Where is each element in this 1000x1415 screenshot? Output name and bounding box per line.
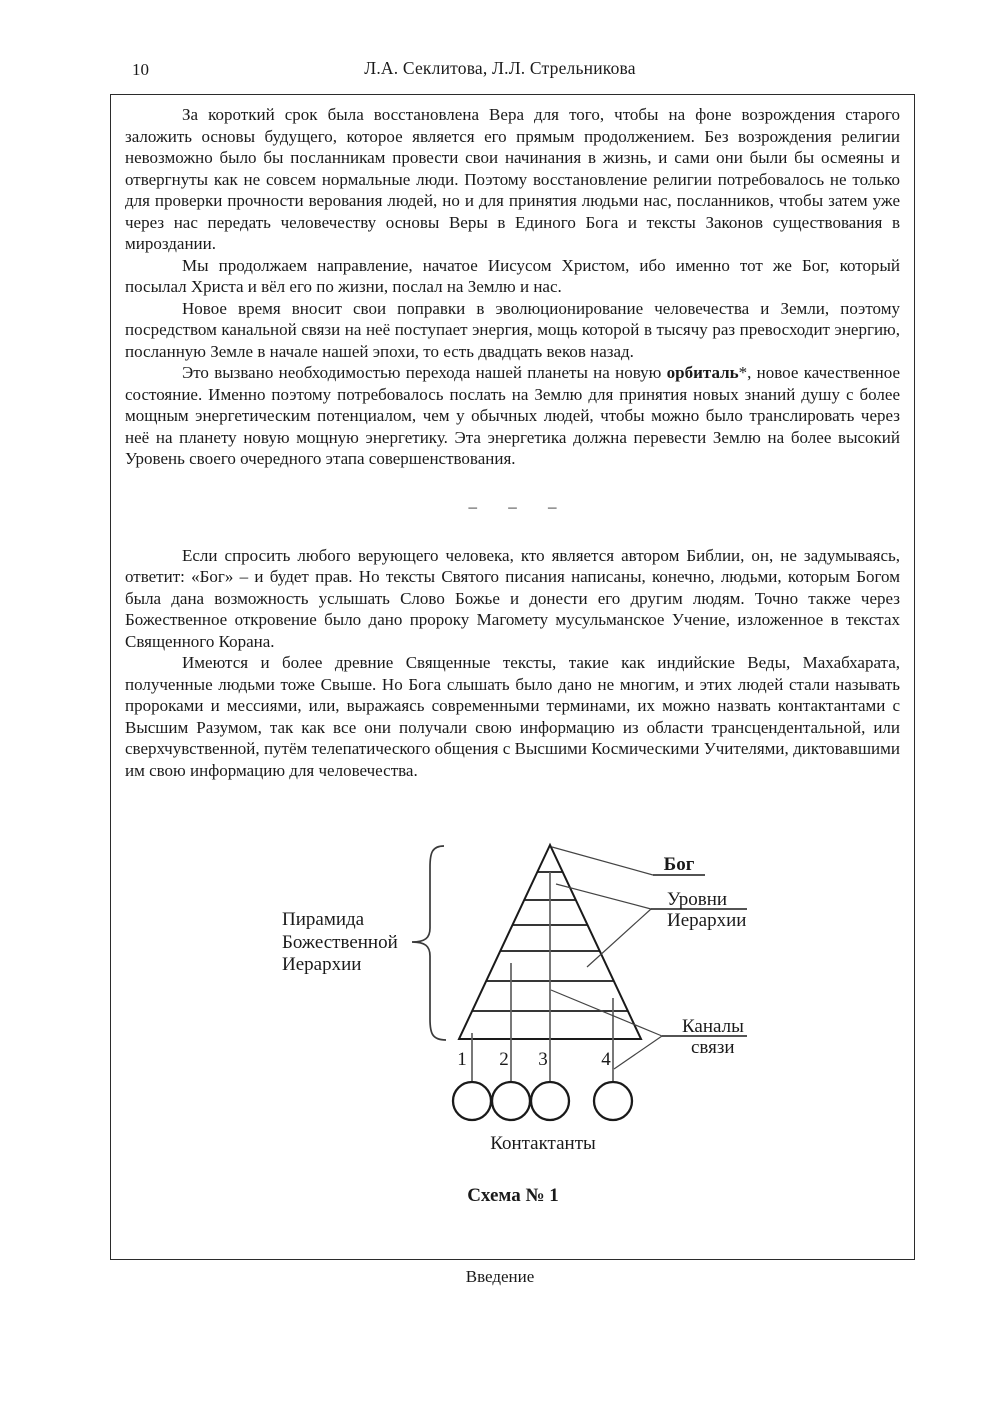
pyramid-brace xyxy=(412,846,446,1040)
levels-leader-lower xyxy=(587,909,651,967)
paragraph-2: Мы продолжаем направление, начатое Иисусом Христом, ибо именно тот же Бог, который посылал Христа и вёл его по жизни, послал на Землю и нас. xyxy=(125,255,900,296)
paragraph-4 xyxy=(125,362,900,470)
god-callout xyxy=(552,847,705,875)
channels-leader-upper xyxy=(551,990,662,1036)
scheme-caption: Схема № 1 xyxy=(467,1185,559,1206)
channel-number-3: 3 xyxy=(538,1049,548,1070)
channels-label-line-1: Каналы xyxy=(682,1016,744,1037)
page-number: 10 xyxy=(132,60,149,79)
paragraph-3: Новое время вносит свои поправки в эволюционирование человечества и Земли, поэтому посредством канальной связи на неё поступает энергия, мощь которой в тысячу раз превосходит энергию, посланную Земле в начале нашей эпохи, то есть двадцать веков назад. xyxy=(125,298,900,361)
paragraph-1: За короткий срок была восстановлена Вера для того, чтобы на фоне возрождения старого заложить основы будущего, которое является его прямым продолжением. Без возрождения религии невозможно было бы посланникам провести свои начинания в жизнь, и сами они были бы осмеяны и отвергнуты как не совсем нормальные люди. Поэтому восстановление религии потребовалось не только для проверки прочности верования людей, но и для принятия людьми нас, посланников, чтобы затем уже через нас передать человечеству основы Веры в Единого Бога и тексты Законов существования в мироздании. xyxy=(125,105,900,253)
contactee-circle-2 xyxy=(492,1082,530,1120)
scheme-1-diagram xyxy=(119,829,899,1214)
contactee-circle-3 xyxy=(531,1082,569,1120)
channels-label-line-2: связи xyxy=(691,1037,735,1058)
channel-number-4: 4 xyxy=(601,1049,611,1070)
god-label: Бог xyxy=(663,854,695,875)
contactees-label: Контактанты xyxy=(490,1133,596,1154)
emphasis-orbital-term: орбиталь xyxy=(666,363,739,382)
levels-label-line-1: Уровни xyxy=(667,889,728,910)
contactee-circles xyxy=(453,1082,632,1120)
god-leader-line xyxy=(552,847,653,875)
channels-callout xyxy=(551,990,747,1069)
levels-label-line-2: Иерархии xyxy=(667,910,747,931)
paragraph-6: Имеются и более древние Священные тексты, такие как индийские Веды, Махабхарата, полученные людьми тоже Свыше. Но Бога слышать было дано не многим, и этих людей стали называть пророками и мессиями, или, выражаясь современными терминами, их можно назвать контактантами с Высшим Разумом, так как все они получали свою информацию из области трансцендентальной, или сверхчувственной, путём телепатического общения с Высшими Космическими Учителями, диктовавшими им свою информацию для человечества. xyxy=(125,653,900,780)
channels-leader-lower xyxy=(614,1036,662,1069)
paragraph-5: Если спросить любого верующего человека, кто является автором Библии, он, не задумываясь, ответит: «Бог» – и будет прав. Но тексты Святого писания написаны, конечно, людьми, которым Богом была дана возможность услышать Слово Божье и донести его другим людям. Точно также через Божественное откровение было дано пророку Магомету мусульманское Учение, изложенное в текстах Священного Корана. xyxy=(125,545,900,651)
section-separator-dashes: – – – xyxy=(468,496,557,516)
brace-label-line-3: Иерархии xyxy=(282,954,362,975)
brace-label-line-2: Божественной xyxy=(282,932,398,953)
contactee-circle-4 xyxy=(594,1082,632,1120)
channel-numbers xyxy=(457,1049,611,1070)
content-frame xyxy=(110,94,915,1260)
channel-number-2: 2 xyxy=(499,1049,509,1070)
pyramid-brace-label xyxy=(282,909,398,975)
paragraph-4-lead: Это вызвано необходимостью перехода нашей планеты на новую xyxy=(182,363,667,382)
paragraph-4-rest: *, новое качественное состояние. Именно поэтому потребовалось послать на Землю для принятия новых знаний душу с более мощным энергетическим потенциалом, чем у обычных людей, чтобы можно было транслировать через неё на планету новую мощную энергетику. Эта энергетика должна перевести Землю на более высокий Уровень своего очередного этапа совершенствования. xyxy=(125,363,900,468)
footer-section-title: Введение xyxy=(465,1267,535,1286)
channel-number-1: 1 xyxy=(457,1049,467,1070)
running-header-authors: Л.А. Секлитова, Л.Л. Стрельникова xyxy=(364,58,636,78)
running-header xyxy=(0,58,1000,82)
contactee-circle-1 xyxy=(453,1082,491,1120)
brace-label-line-1: Пирамида xyxy=(282,909,365,930)
levels-leader-upper xyxy=(556,884,651,909)
